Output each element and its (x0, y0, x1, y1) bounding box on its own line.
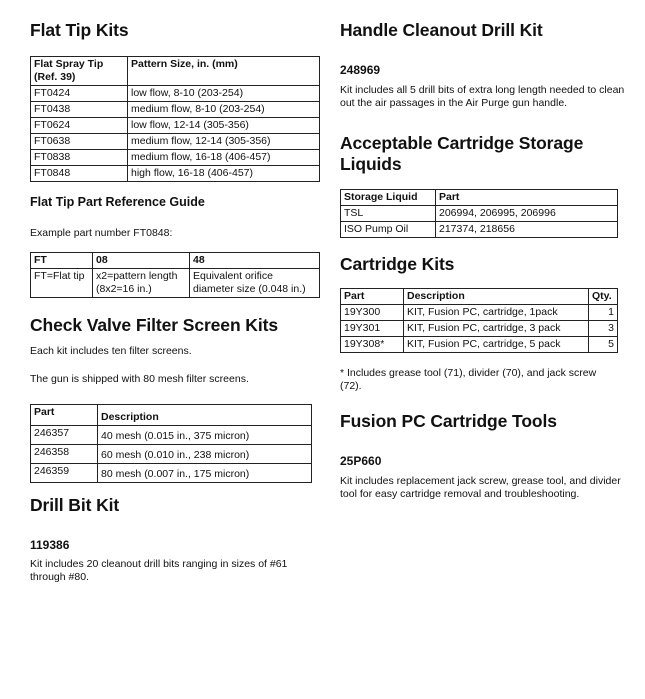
description-cell: 80 mesh (0.007 in., 175 micron) (98, 464, 312, 483)
storage-liquids-heading: Acceptable Cartridge Storage Liquids (340, 133, 584, 174)
cartridge-tools-part: 25P660 (340, 454, 382, 468)
description-cell: low flow, 8-10 (203-254) (128, 86, 320, 102)
description-cell: low flow, 12-14 (305-356) (128, 118, 320, 134)
part-cell: 19Y300 (341, 305, 404, 321)
handle-cleanout-part: 248969 (340, 63, 381, 77)
table-row (341, 305, 618, 321)
table-row (31, 166, 320, 182)
drill-bit-kit-heading: Drill Bit Kit (30, 495, 120, 515)
table-row (341, 206, 618, 222)
drill-bit-kit-text: Kit includes 20 cleanout drill bits ranging in sizes of #61 through #80. (30, 558, 288, 583)
qty-cell: 5 (589, 337, 618, 353)
flat-tip-guide-example: Example part number FT0848: (30, 227, 173, 239)
table-header-row (31, 253, 320, 269)
handle-cleanout-heading: Handle Cleanout Drill Kit (340, 20, 543, 40)
table-row (31, 445, 312, 464)
description-cell: KIT, Fusion PC, cartridge, 5 pack (404, 337, 589, 353)
part-cell: FT0624 (31, 118, 128, 134)
table-row (341, 222, 618, 238)
table-row (31, 134, 320, 150)
part-cell: 217374, 218656 (436, 222, 618, 238)
description-cell: 40 mesh (0.015 in., 375 micron) (98, 426, 312, 445)
cartridge-kits-heading: Cartridge Kits (340, 254, 455, 274)
table-header: Qty. (589, 289, 618, 305)
part-cell: FT0438 (31, 102, 128, 118)
part-cell: 19Y301 (341, 321, 404, 337)
guide-cell: Equivalent orifice diameter size (0.048 in.) (190, 269, 320, 298)
check-valve-table (30, 404, 312, 483)
table-row (31, 426, 312, 445)
table-header: Part (341, 289, 404, 305)
description-cell: KIT, Fusion PC, cartridge, 3 pack (404, 321, 589, 337)
description-cell: KIT, Fusion PC, cartridge, 1pack (404, 305, 589, 321)
flat-tip-guide-heading: Flat Tip Part Reference Guide (30, 195, 205, 209)
table-row (31, 464, 312, 483)
table-header-row (341, 289, 618, 305)
flat-tip-kits-table (30, 56, 320, 182)
table-header: Part (436, 190, 618, 206)
table-header: FT (31, 253, 93, 269)
table-header: Part (31, 405, 98, 426)
table-header-row (31, 405, 312, 426)
check-valve-heading: Check Valve Filter Screen Kits (30, 315, 278, 335)
part-cell: 19Y308* (341, 337, 404, 353)
part-cell: 206994, 206995, 206996 (436, 206, 618, 222)
handle-cleanout-text: Kit includes all 5 drill bits of extra long length needed to clean out the air passages in the Air Purge gun handle. (340, 84, 625, 109)
part-cell: 246359 (31, 464, 98, 483)
qty-cell: 3 (589, 321, 618, 337)
table-header: Description (404, 289, 589, 305)
check-valve-line1: Each kit includes ten filter screens. (30, 345, 192, 357)
part-cell: FT0424 (31, 86, 128, 102)
cartridge-tools-heading: Fusion PC Cartridge Tools (340, 411, 557, 431)
table-header: Description (98, 405, 312, 426)
flat-tip-kits-heading: Flat Tip Kits (30, 20, 129, 40)
table-header: Storage Liquid (341, 190, 436, 206)
drill-bit-kit-part: 119386 (30, 538, 70, 552)
table-row (31, 269, 320, 298)
table-header: 08 (93, 253, 190, 269)
liquid-cell: TSL (341, 206, 436, 222)
table-row (31, 118, 320, 134)
cartridge-tools-text: Kit includes replacement jack screw, grease tool, and divider tool for easy cartridge removal and troubleshooting. (340, 475, 621, 500)
description-cell: medium flow, 8-10 (203-254) (128, 102, 320, 118)
check-valve-line2: The gun is shipped with 80 mesh filter screens. (30, 373, 249, 385)
liquid-cell: ISO Pump Oil (341, 222, 436, 238)
part-cell: FT0638 (31, 134, 128, 150)
cartridge-kits-footnote: * Includes grease tool (71), divider (70), and jack screw (72). (340, 367, 597, 392)
table-header: 48 (190, 253, 320, 269)
table-row (341, 321, 618, 337)
part-cell: 246358 (31, 445, 98, 464)
table-header: Pattern Size, in. (mm) (128, 57, 320, 86)
guide-cell: FT=Flat tip (31, 269, 93, 298)
part-cell: FT0838 (31, 150, 128, 166)
description-cell: 60 mesh (0.010 in., 238 micron) (98, 445, 312, 464)
table-row (31, 150, 320, 166)
guide-cell: x2=pattern length (8x2=16 in.) (93, 269, 190, 298)
table-row (31, 102, 320, 118)
table-header-row (341, 190, 618, 206)
flat-tip-guide-table (30, 252, 320, 298)
cartridge-kits-table (340, 288, 618, 353)
table-row (341, 337, 618, 353)
description-cell: medium flow, 16-18 (406-457) (128, 150, 320, 166)
description-cell: medium flow, 12-14 (305-356) (128, 134, 320, 150)
table-header: Flat Spray Tip (Ref. 39) (31, 57, 128, 86)
part-cell: 246357 (31, 426, 98, 445)
table-header-row (31, 57, 320, 86)
description-cell: high flow, 16-18 (406-457) (128, 166, 320, 182)
table-row (31, 86, 320, 102)
storage-liquids-table (340, 189, 618, 238)
part-cell: FT0848 (31, 166, 128, 182)
qty-cell: 1 (589, 305, 618, 321)
